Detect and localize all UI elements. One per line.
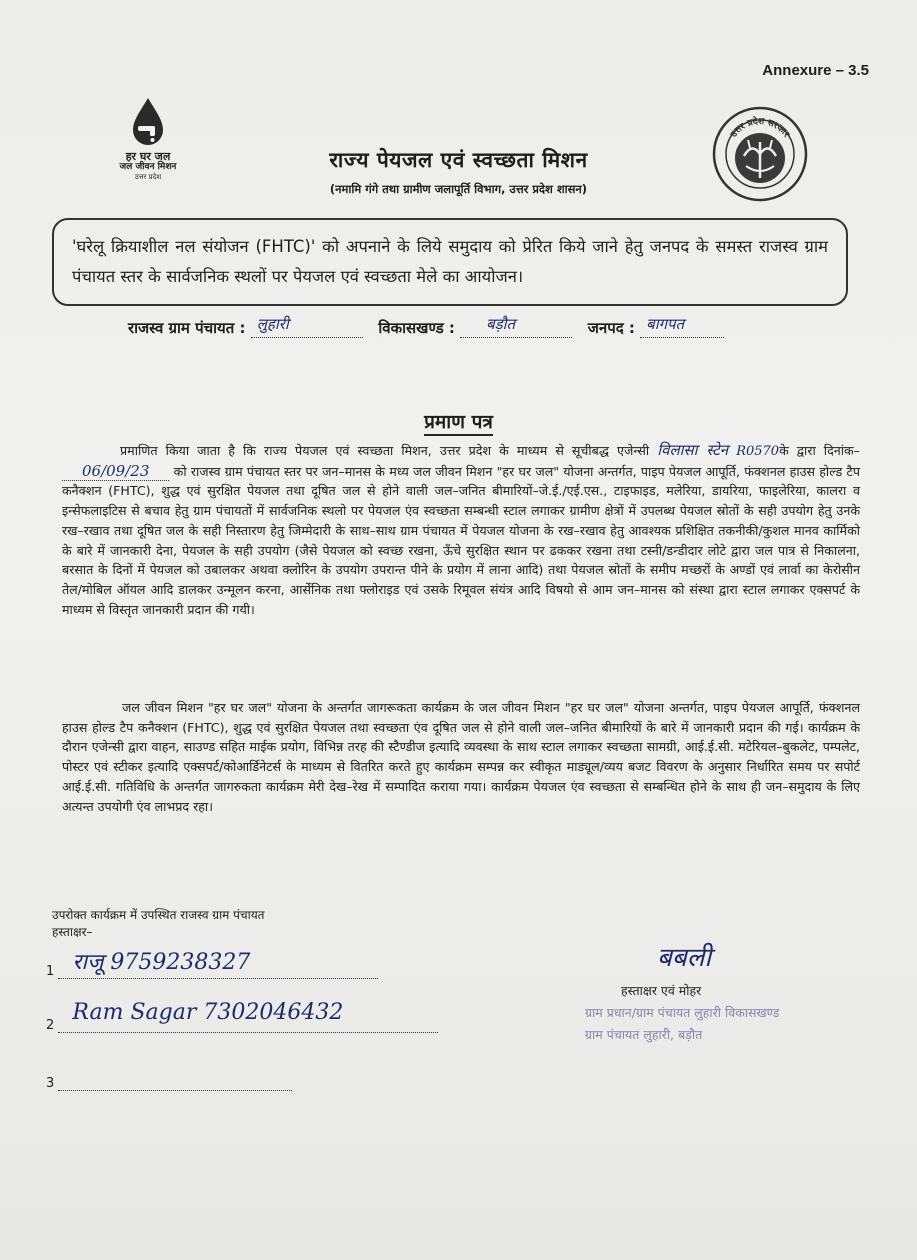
signatory-field: [58, 1000, 438, 1033]
gram-panchayat-label: राजस्व ग्राम पंचायत :: [128, 319, 246, 337]
signatory-field: [58, 1072, 292, 1091]
emblem-text: उत्तर प्रदेश सरकार: [729, 116, 791, 140]
water-drop-tap-icon: [128, 96, 168, 150]
signatory-line-3: [46, 1072, 292, 1091]
signatory-field: [58, 950, 378, 979]
annexure-label: Annexure – 3.5: [762, 62, 869, 79]
event-date: 06/09/23: [62, 462, 169, 481]
agency-code: R0570: [736, 444, 780, 459]
stamp-line-2: ग्राम पंचायत लुहारी, बड़ौत: [585, 1027, 703, 1042]
block-label: विकासखण्ड :: [378, 319, 455, 337]
gram-panchayat-field: [251, 315, 363, 338]
signatory-number: 2: [46, 1018, 55, 1033]
location-fields: [128, 315, 724, 338]
signatory-number: 1: [46, 964, 55, 979]
mission-subtitle: (नमामि गंगे तथा ग्रामीण जलापूर्ति विभाग, उत्तर प्रदेश शासन): [329, 182, 588, 196]
gram-panchayat-value: लुहारी: [256, 315, 289, 333]
logo-line-mission: जल जीवन मिशन: [119, 162, 177, 172]
certificate-paragraph-2: जल जीवन मिशन "हर घर जल" योजना के अन्तर्गत जागरूकता कार्यक्रम के जल जीवन मिशन "हर घर जल" योजना अन्तर्गत, पाइप पेयजल आपूर्ति, फंक्शनल हाउस होल्ड टैप कनैक्शन (FHTC), शुद्ध एवं सुरक्षित पेयजल तथा स्वच्छता एंव दूषित जल से होने वाली जल–जनित बीमारियों के बारे में जानकारी प्रदान की गई। कार्यक्रम के दौरान एजेन्सी द्वारा वाहन, साउण्ड सहित माईक प्रयोग, विभिन्न तरह की स्टैण्डीज इत्यादि व्यवस्था के साथ स्टाल लगाकर स्वच्छता सामग्री, आई.ई.सी. मटेरियल–बुकलेट, पम्पलेट, पोस्टर एवं स्टीकर इत्यादि एक्सपर्ट/कोआर्डिनेटर्स के माध्यम से वितरित करते हुए कार्यक्रम सम्पन्न कर स्वीकृत माड्यूल/व्यय बजट विवरण के अनुसार निर्धारित समय पर सपोर्ट आई.ई.सी. गतिविधि के अन्तर्गत जागरुकता कार्यक्रम मेरी देख–रेख में सम्पादित कराया गया। कार्यक्रम पेयजल एंव स्वच्छता से सम्बन्धित होने के साथ ही जन–समुदाय के लिए अत्यन्त उपयोगी एंव लाभप्रद रहा।: [62, 700, 860, 814]
para1-mid: के द्वारा दिनांक–: [779, 443, 860, 458]
certificate-heading-text: प्रमाण पत्र: [424, 411, 493, 436]
certificate-heading: [0, 408, 917, 434]
event-banner-text: 'घरेलू क्रियाशील नल संयोजन (FHTC)' को अपनाने के लिये समुदाय को प्रेरित किये जाने हेतु जनपद के समस्त राजस्व ग्राम पंचायत स्तर के सार्वजनिक स्थलों पर पेयजल एवं स्वच्छता मेले का आयोजन।: [72, 237, 828, 286]
pradhan-signature-block: [585, 936, 855, 1046]
block-field: [460, 315, 572, 338]
present-panchayat-note: [52, 907, 265, 941]
para1-rest: को राजस्व ग्राम पंचायत स्तर पर जन–मानस के मध्य जल जीवन मिशन "हर घर जल" योजना अन्तर्गत, पाइप पेयजल आपूर्ति, फंक्शनल हाउस होल्ड टैप कनैक्शन (FHTC), शुद्ध एवं सुरक्षित पेयजल तथा दूषित जल से होने वाली जल–जनित बीमारियों–जे.ई./एई.एस., टाइफाइड, मलेरिया, डायरिया, फाइलेरिया, कालरा व इन्सेफलाइटिस से बचाव हेतु ग्राम पंचायतों में सार्वजनिक स्थलो पर पेयजल एंव स्वच्छता सम्बन्धी स्टाल लगाकर ग्रामीण क्षेत्रों में उपलब्ध पेयजल स्रोतों के सही उपयोग हेतु उनके रख–रखाव तथा दूषित जल के सही निस्तारण हेतु जिम्मेदारी के साथ–साथ ग्राम पंचायत में पेयजल योजना के रख–रखाव हेतु आवश्यक प्रशिक्षित तकनीकी/कुशल मानव कार्मिको के बारे में जानकारी देना, पेयजल के सही उपयोग (जैसे पेयजल को स्वच्छ रखना, ऊँचे सुरक्षित स्थान पर ढककर रखना तथा टस्नी/डन्डीदार लोटे द्वारा जल पात्र से निकालना, बरसात के दिनों में पेयजल को उबालकर अथवा क्लोरिन के उपयोग उपरान्त पीने के प्रयोग में लाना आदि) तथा पेयजल स्रोतों के समीप मच्छरों के अण्डों एवं लार्वा का केरोसीन तेल/मोबिल ऑयल आदि डालकर उन्मूलन करना, आर्सेनिक तथा फ्लोराइड एवं उसके रिमूवल संयंत्र आदि विषयो से आम जन–मानस को संस्था द्वारा स्टाल लगाकर एक्सपर्ट के माध्यम से विस्तृत जानकारी प्रदान की गयी।: [62, 463, 860, 617]
certificate-paragraph-1: [62, 441, 860, 619]
sign-caption: हस्ताक्षर एवं मोहर: [621, 983, 702, 998]
district-label: जनपद :: [587, 319, 635, 337]
para1-lead: प्रमाणित किया जाता है कि राज्य पेयजल एवं स्वच्छता मिशन, उत्तर प्रदेश के माध्यम से सूचीबद्ध एजेन्सी: [120, 443, 650, 458]
present-line-2: हस्ताक्षर–: [52, 925, 93, 939]
event-banner: [52, 218, 848, 306]
agency-name: विलासा स्टेन: [657, 441, 729, 459]
present-line-1: उपरोक्त कार्यक्रम में उपस्थित राजस्व ग्राम पंचायत: [52, 908, 265, 922]
pradhan-signature: बबली: [657, 943, 712, 973]
signatory-text: Ram Sagar 7302046432: [72, 1000, 344, 1025]
signatory-number: 3: [46, 1076, 55, 1091]
signatory-text: राजू 9759238327: [72, 950, 251, 975]
stamp-line-1: ग्राम प्रधान/ग्राम पंचायत लुहारी विकासखण्ड: [585, 1005, 780, 1020]
mission-title: राज्य पेयजल एवं स्वच्छता मिशन: [329, 148, 588, 172]
district-field: [640, 315, 724, 338]
district-value: बागपत: [646, 315, 685, 333]
block-value: बड़ौत: [486, 315, 516, 333]
logo-line-har-ghar-jal: हर घर जल: [125, 150, 171, 163]
signatory-line-1: [46, 950, 378, 979]
logo-line-state: उत्तर प्रदेश: [134, 173, 162, 181]
signatory-line-2: [46, 1000, 438, 1033]
